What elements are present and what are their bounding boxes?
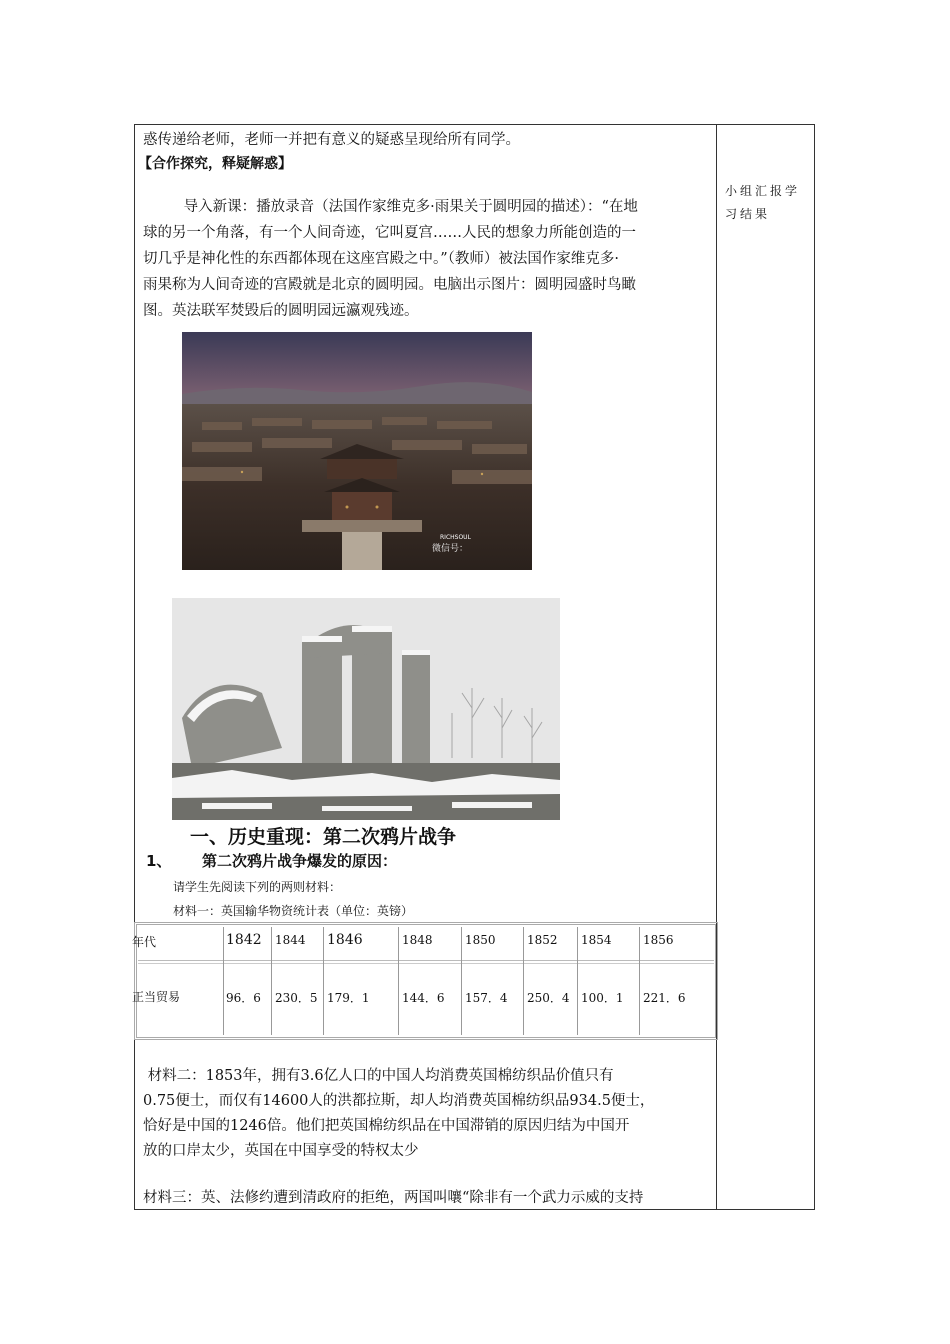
table-year-cell: 1846 [327,932,363,948]
subsection-number: 1、 [146,852,172,870]
table-row-divider [138,960,714,961]
table-value-cell: 179．1 [327,991,370,1005]
material2-line: 0.75便士，而仅有14600人的洪都拉斯，却人均消费英国棉纺织品934.5便士， [143,1093,655,1109]
subsection-title: 第二次鸦片战争爆发的原因： [202,852,398,870]
table-year-cell: 1844 [275,933,306,947]
table-year-cell: 1842 [226,932,262,948]
table-value-cell: 144．6 [402,991,445,1005]
material2-line: 恰好是中国的1246倍。他们把英国棉纺织品在中国滞销的原因归结为中国开 [143,1118,630,1134]
table-year-cell: 1850 [465,933,496,947]
material2-line: 材料二：1853年，拥有3.6亿人口的中国人均消费英国棉纺织品价值只有 [143,1068,614,1084]
table-value-cell: 221．6 [643,991,686,1005]
table-row-label: 正当贸易 [132,990,181,1004]
column-divider [716,124,717,1210]
section-title: 一、历史重现：第二次鸦片战争 [190,826,457,848]
material3-paragraph: 材料三：英、法修约遭到清政府的拒绝，两国叫嚷“除非有一个武力示威的支持 [143,1190,644,1206]
table-col-divider [639,927,640,1035]
table-value-cell: 100．1 [581,991,624,1005]
table-col-divider [271,927,272,1035]
ruins-snow-photo [172,598,560,820]
intro-line: 导入新课：播放录音（法国作家维克多·雨果关于圆明园的描述）：“在地 [183,199,638,215]
paragraph-continued: 惑传递给老师，老师一并把有意义的疑惑呈现给所有同学。 [143,132,520,148]
section-heading-cooperative: 【合作探究，释疑解惑】 [138,156,292,172]
table-year-cell: 1856 [643,933,674,947]
intro-paragraph [143,194,711,324]
table-value-cell: 230．5 [275,991,318,1005]
table-year-cell: 1852 [527,933,558,947]
table-value-cell: 96．6 [226,991,261,1005]
material1-title: 材料一：英国输华物资统计表（单位：英镑） [173,904,414,918]
table-col-divider [577,927,578,1035]
table-col-divider [223,927,224,1035]
intro-line: 切几乎是神化性的东西都体现在这座宫殿之中。”（教师）被法国作家维克多· [143,251,620,267]
table-col-divider [323,927,324,1035]
intro-line: 图。英法联军焚毁后的圆明园远瀛观残迹。 [143,303,419,319]
table-value-cell: 157．4 [465,991,508,1005]
table-col-divider [523,927,524,1035]
photo-brand-text: RICHSOUL [440,534,471,541]
reading-prompt: 请学生先阅读下列的两则材料： [173,880,342,894]
material2-line: 放的口岸太少，英国在中国享受的特权太少 [143,1143,419,1159]
intro-line: 雨果称为人间奇迹的宫殿就是北京的圆明园。电脑出示图片：圆明园盛时鸟瞰 [143,277,636,293]
intro-line: 球的另一个角落，有一个人间奇迹，它叫夏宫……人民的想象力所能创造的一 [143,225,636,241]
table-col-divider [398,927,399,1035]
table-year-cell: 1848 [402,933,433,947]
table-row-divider [138,963,714,964]
table-row-label: 年代 [132,935,157,949]
table-value-cell: 250．4 [527,991,570,1005]
table-year-cell: 1854 [581,933,612,947]
palace-aerial-photo [182,332,532,570]
trade-table [134,922,718,1040]
table-col-divider [461,927,462,1035]
side-note: 小组汇报学习结果 [725,184,801,221]
material2-paragraph [143,1064,713,1164]
photo-watermark-text: 微信号： [432,544,469,554]
